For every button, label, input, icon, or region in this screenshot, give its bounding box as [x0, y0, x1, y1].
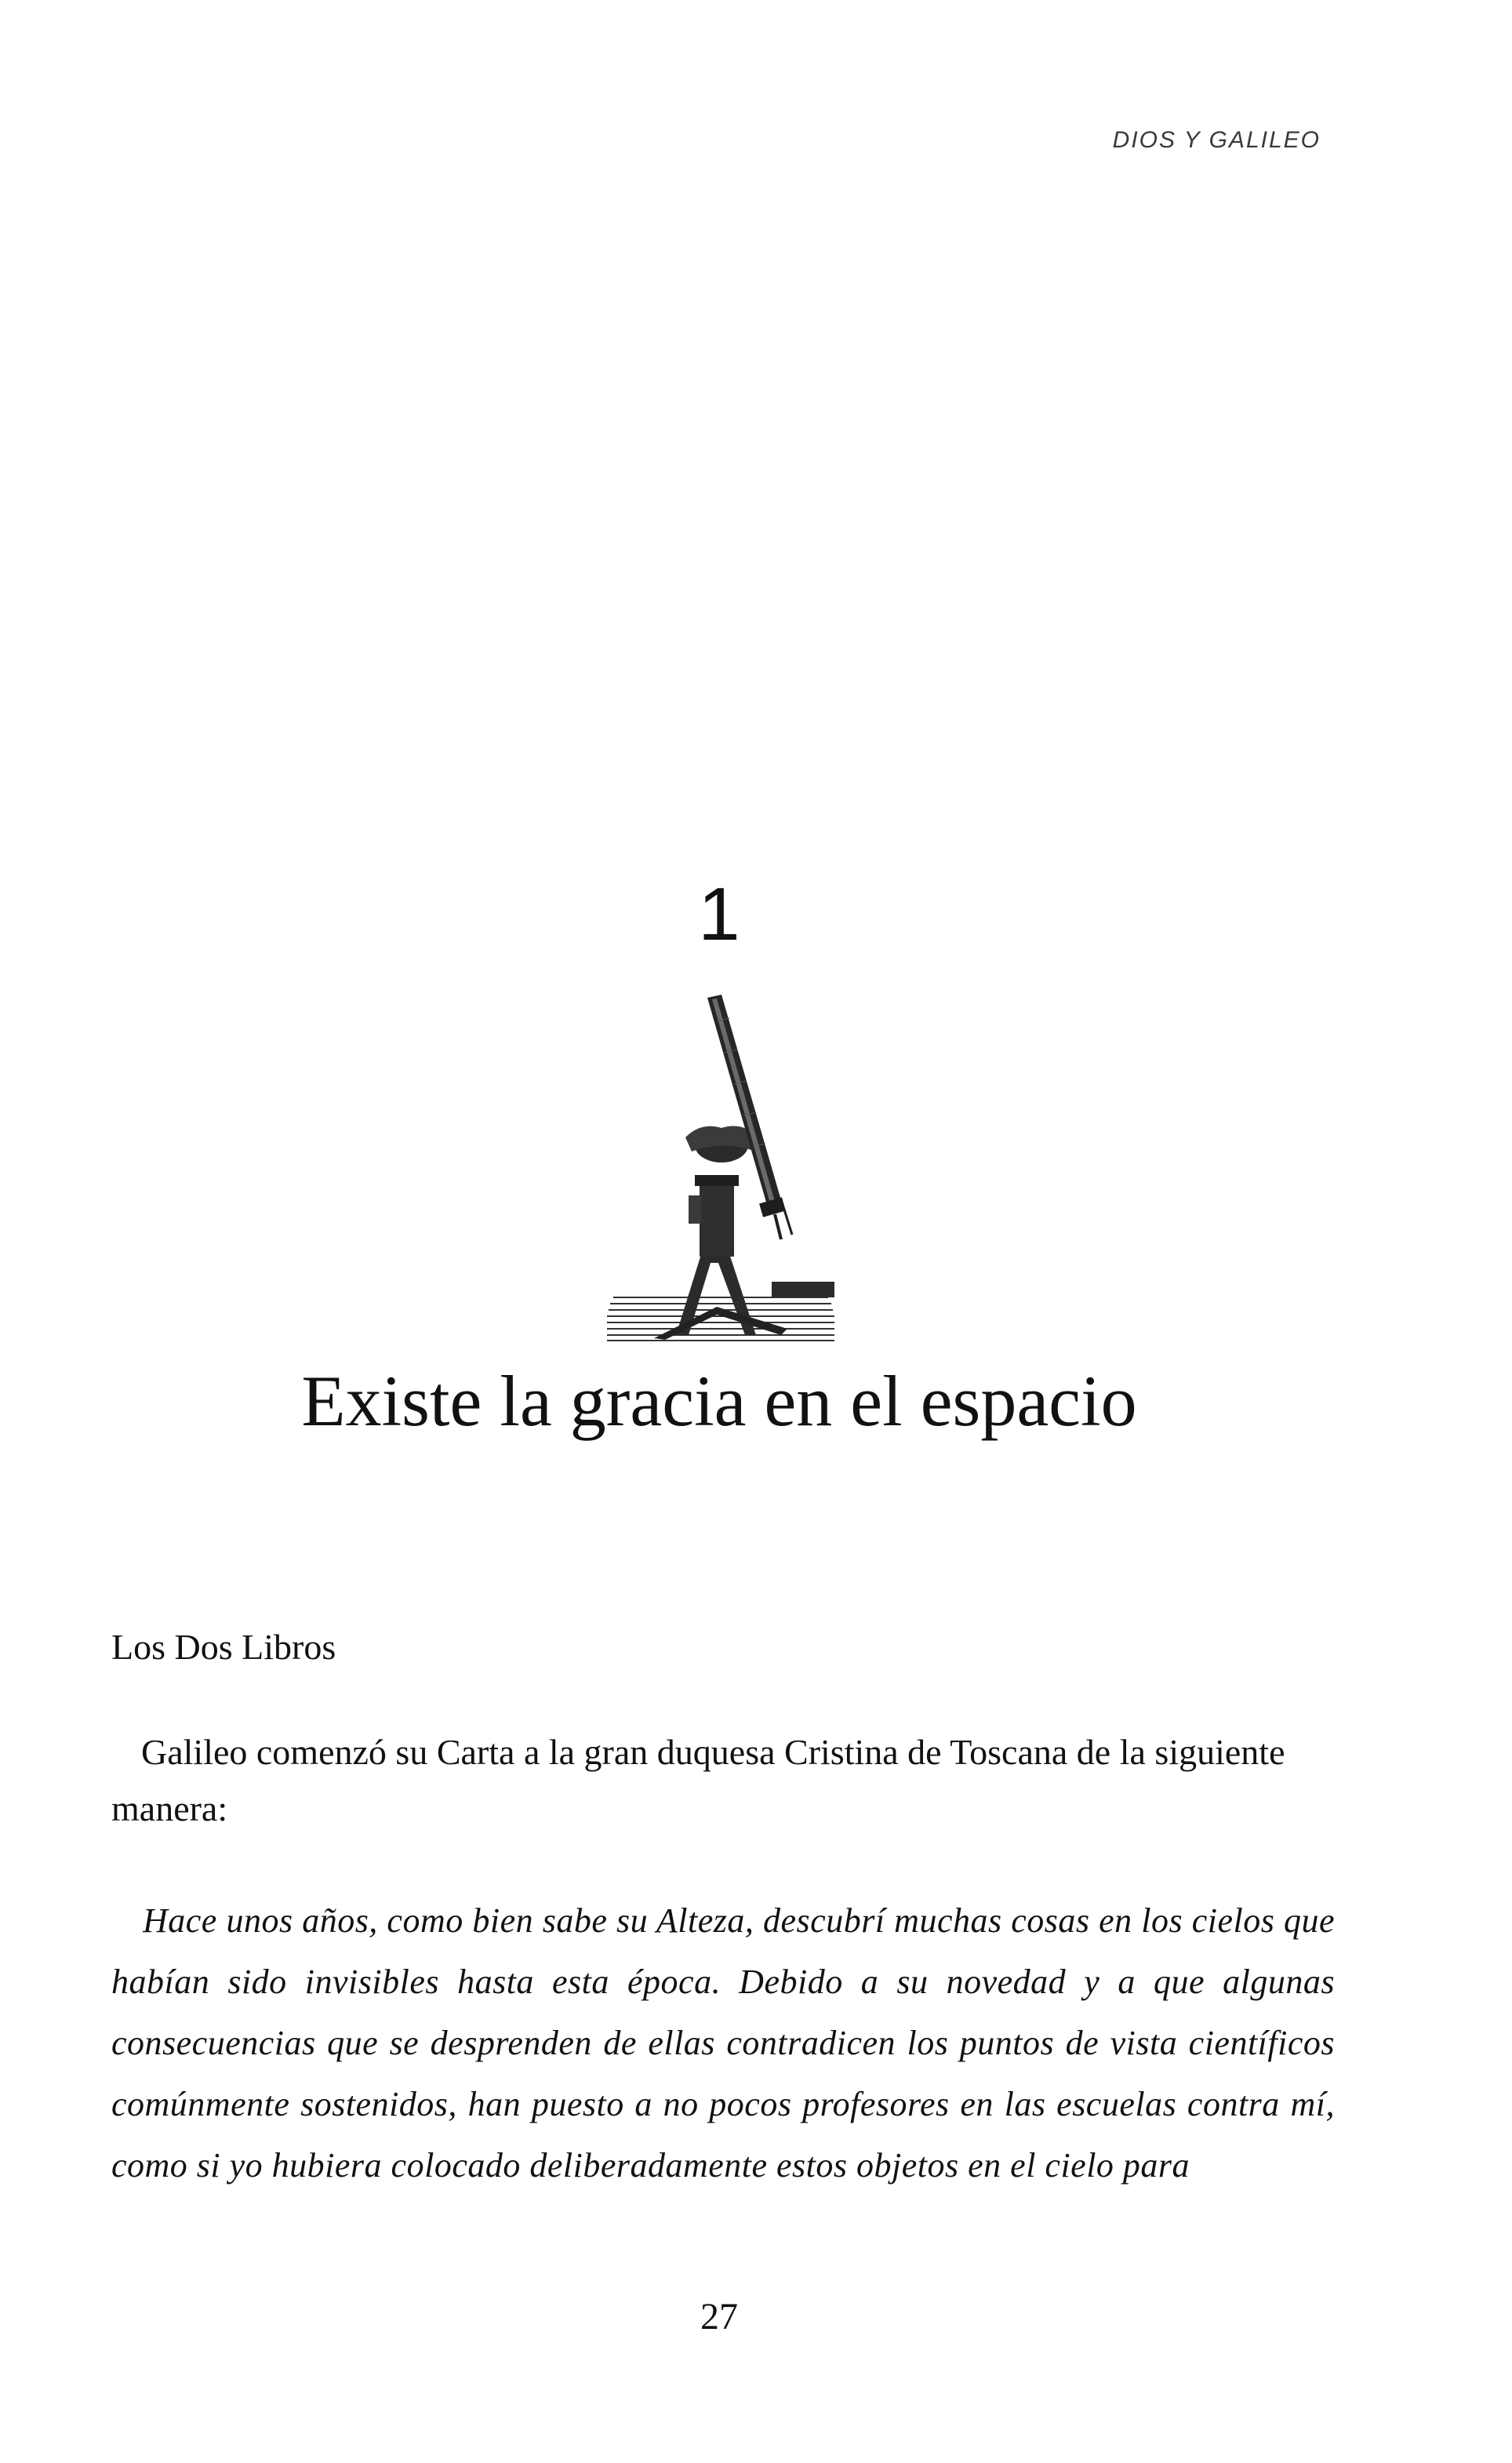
intro-paragraph: Galileo comenzó su Carta a la gran duquesa Cristina de Toscana de la siguiente manera: — [111, 1732, 1285, 1828]
chapter-number: 1 — [698, 872, 740, 956]
page-number: 27 — [700, 2296, 738, 2337]
chapter-title: Existe la gracia en el espacio — [301, 1361, 1137, 1441]
quote-block: Hace unos años, como bien sabe su Alteza, descubrí muchas cosas en los cielos que habían sido invisibles hasta esta época. Debido a su novedad y a que algunas consecuencias que se desprenden de ellas contradicen los puntos de vista científicos comúnmente sostenidos, han puesto a no pocos profesores en las escuelas contra mí, como si yo hubiera colocado deliberadamente estos objetos en el cielo para — [111, 1901, 1335, 2185]
section-heading: Los Dos Libros — [111, 1627, 336, 1667]
running-header: DIOS Y GALILEO — [1112, 127, 1321, 153]
telescope-engraving-icon — [607, 990, 834, 1343]
